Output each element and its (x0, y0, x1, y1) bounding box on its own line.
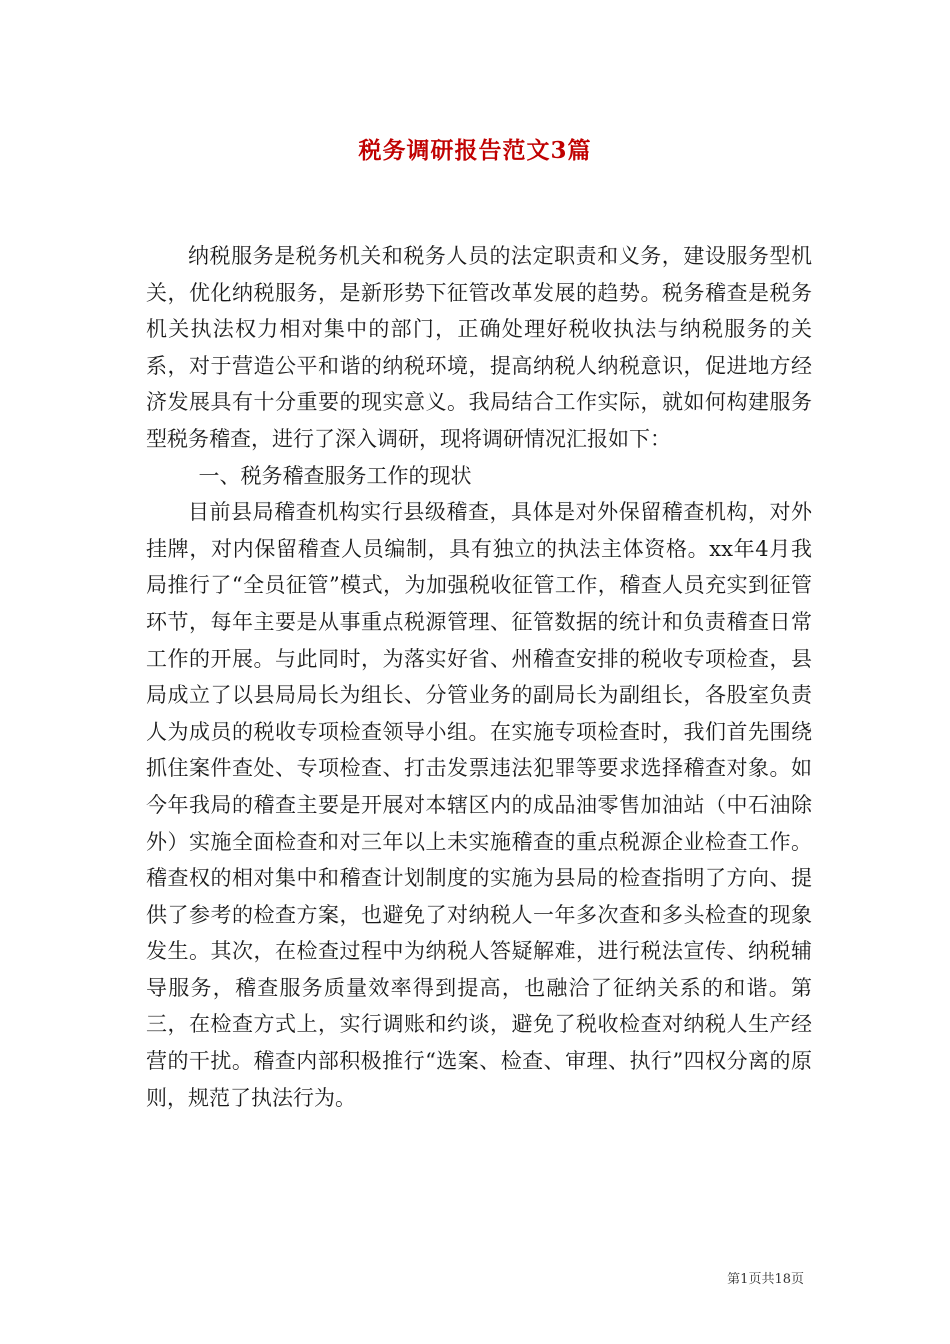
page-number-footer: 第1页共18页 (727, 1272, 804, 1287)
section-heading-1: 一、税务稽查服务工作的现状 (198, 463, 472, 488)
document-body (146, 238, 812, 1116)
paragraph-status: 目前县局稽查机构实行县级稽查，具体是对外保留稽查机构，对外挂牌，对内保留稽查人员编制，具有独立的执法主体资格。xx年4月我局推行了“全员征管”模式，为加强税收征管工作，稽查人员充实到征管环节，每年主要是从事重点税源管理、征管数据的统计和负责稽查日常工作的开展。与此同时，为落实好省、州稽查安排的税收专项检查，县局成立了以县局局长为组长、分管业务的副局长为副组长，各股室负责人为成员的税收专项检查领导小组。在实施专项检查时，我们首先围绕抓住案件查处、专项检查、打击发票违法犯罪等要求选择稽查对象。如今年我局的稽查主要是开展对本辖区内的成品油零售加油站（中石油除外）实施全面检查和对三年以上未实施稽查的重点税源企业检查工作。稽查权的相对集中和稽查计划制度的实施为县局的检查指明了方向、提供了参考的检查方案，也避免了对纳税人一年多次查和多头检查的现象发生。其次，在检查过程中为纳税人答疑解难，进行税法宣传、纳税辅导服务，稽查服务质量效率得到提高，也融洽了征纳关系的和谐。第三，在检查方式上，实行调账和约谈，避免了税收检查对纳税人生产经营的干扰。稽查内部积极推行“选案、检查、审理、执行”四权分离的原则，规范了执法行为。 (146, 500, 812, 1110)
document-title: 税务调研报告范文3篇 (358, 137, 592, 164)
paragraph-intro: 纳税服务是税务机关和税务人员的法定职责和义务，建设服务型机关，优化纳税服务，是新形势下征管改革发展的趋势。税务稽查是税务机关执法权力相对集中的部门，正确处理好税收执法与纳税服务的关系，对于营造公平和谐的纳税环境，提高纳税人纳税意识，促进地方经济发展具有十分重要的现实意义。我局结合工作实际，就如何构建服务型税务稽查，进行了深入调研，现将调研情况汇报如下： (146, 244, 812, 451)
